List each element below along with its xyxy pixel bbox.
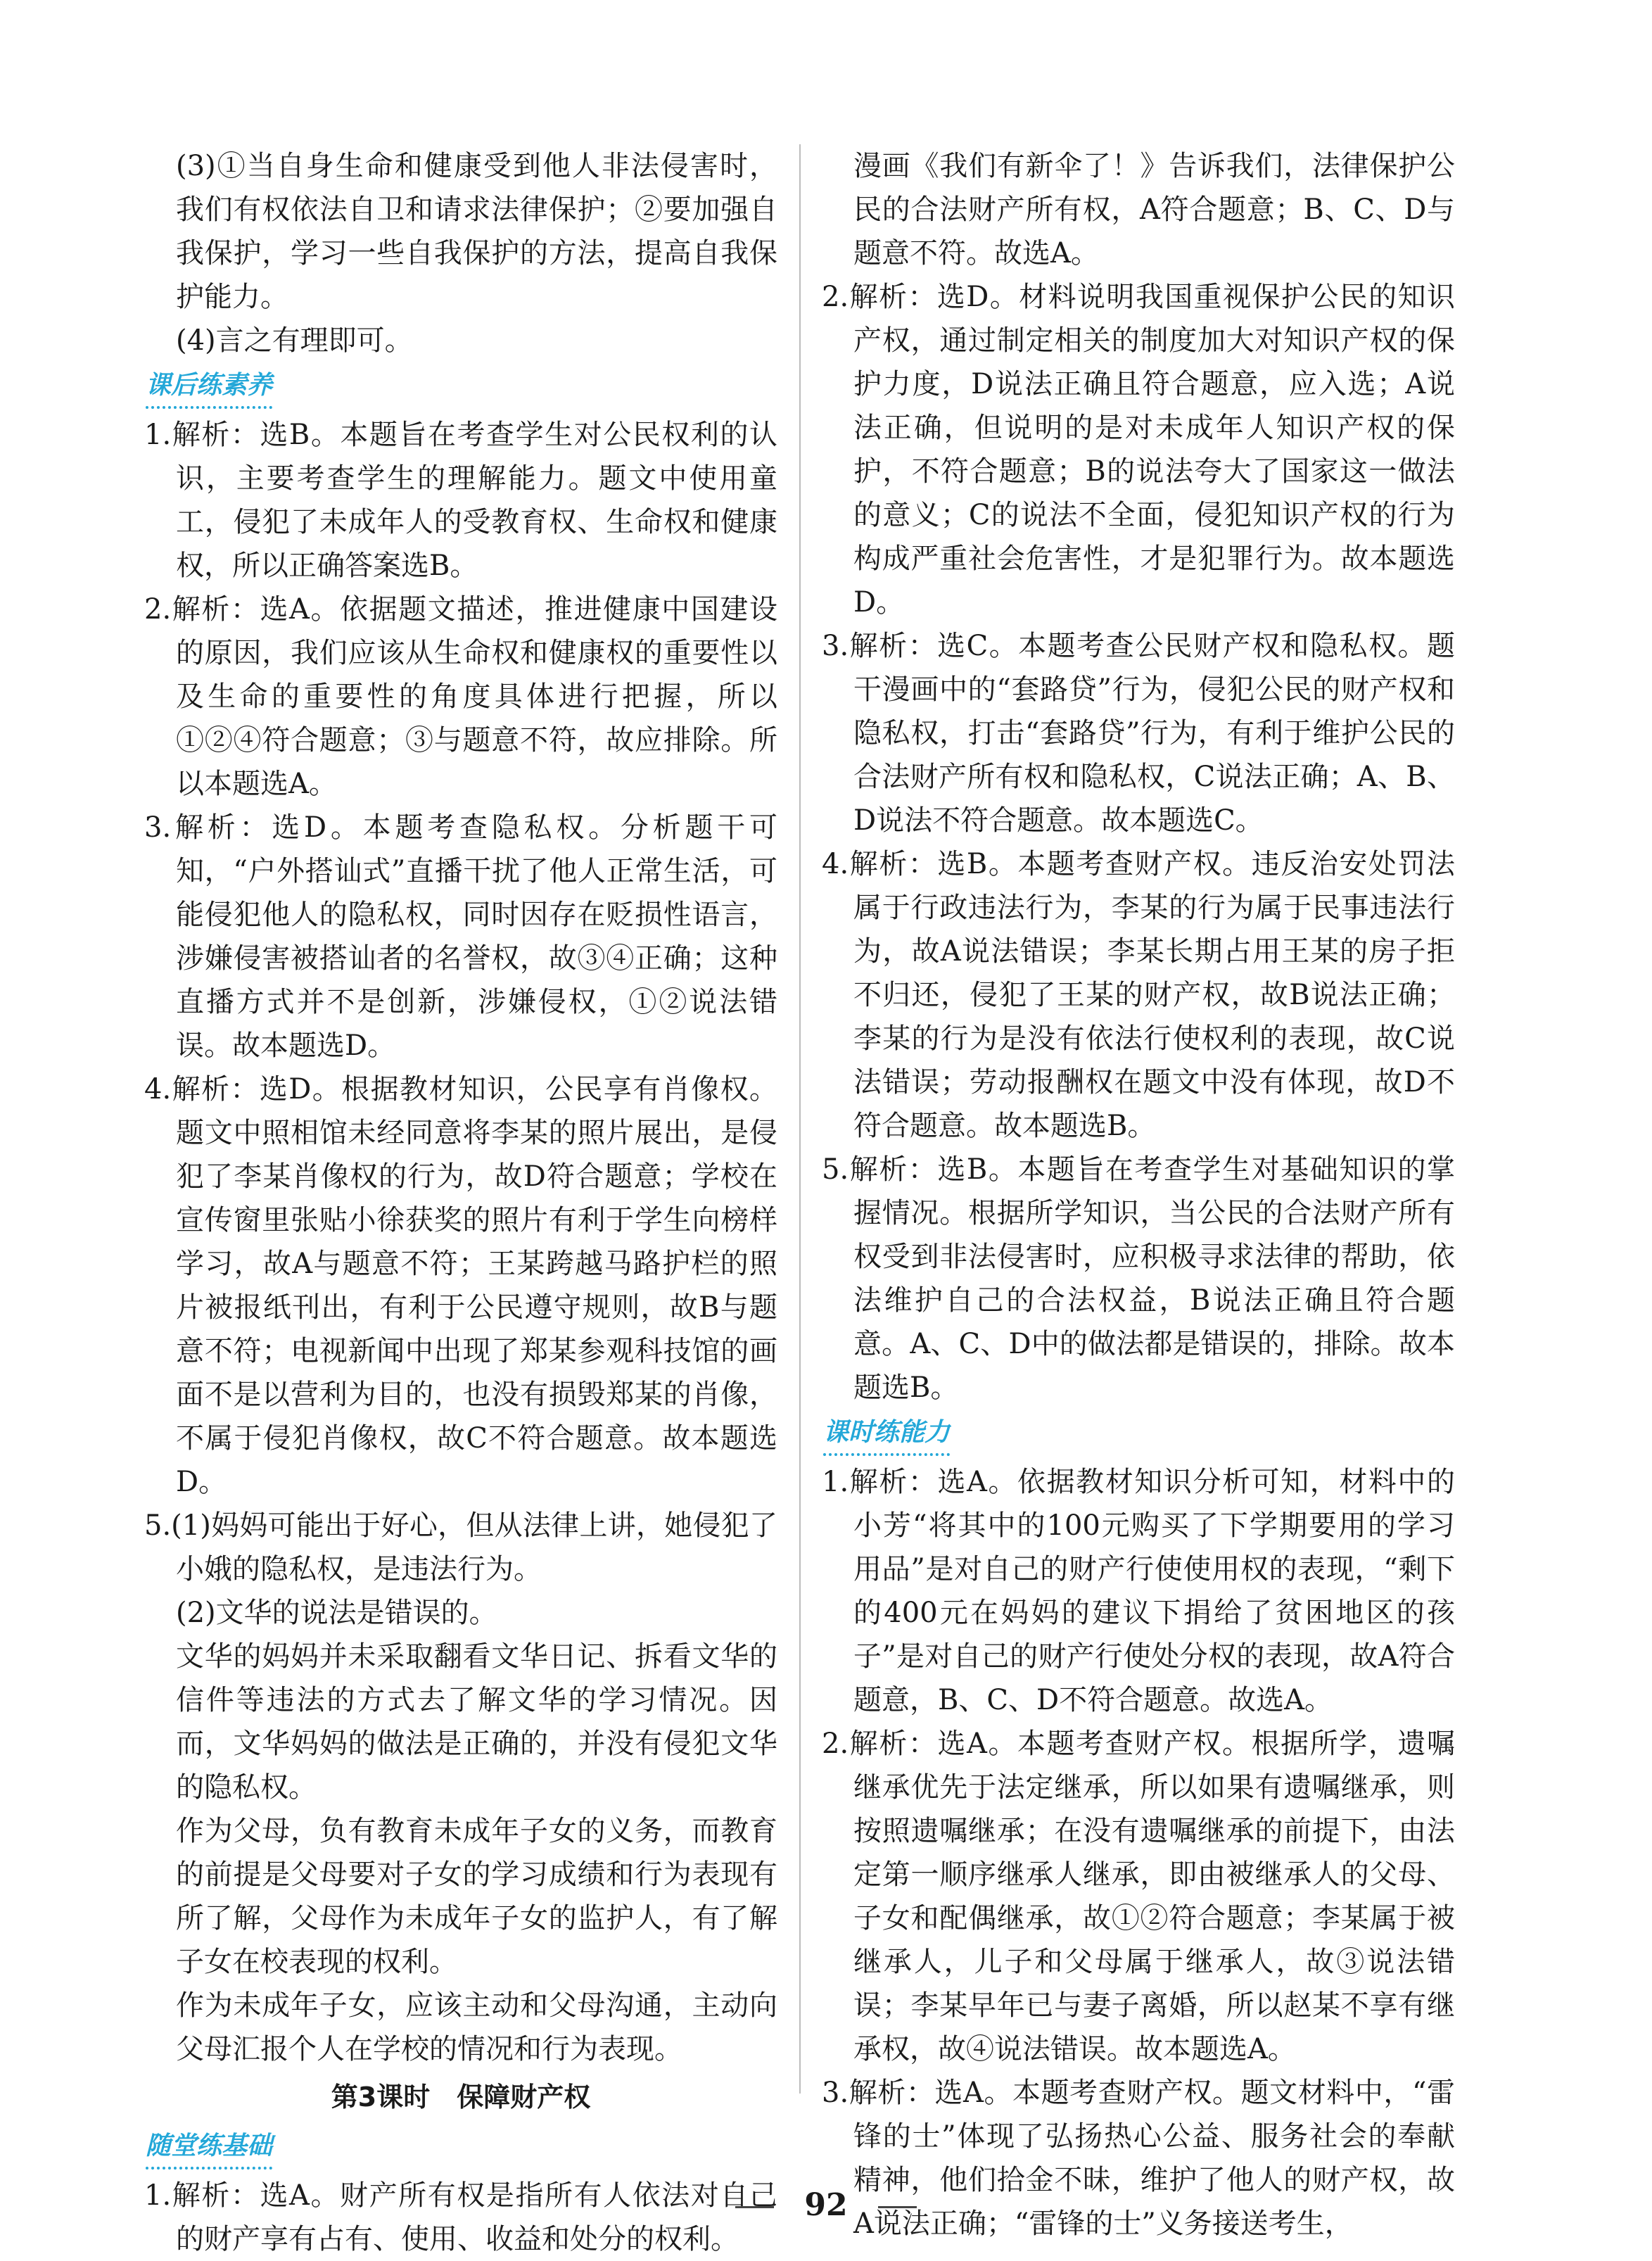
answer-item: 4.解析：选B。本题考查财产权。违反治安处罚法属于行政违法行为，李某的行为属于民事违法行为，故A说法错误；李某长期占用王某的房子拒不归还，侵犯了王某的财产权，故B说法正确；李某的行为是没有依法行使权利的表现，故C说法错误；劳动报酬权在题文中没有体现，故D不符合题意。故本题选B。 [822,848,1455,1142]
answer-item: 1.解析：选B。本题旨在考查学生对公民权利的认识，主要考查学生的理解能力。题文中使用童工，侵犯了未成年人的受教育权、生命权和健康权，所以正确答案选B。 [144,419,777,582]
answer-paragraph: 作为未成年子女，应该主动和父母沟通，主动向父母汇报个人在学校的情况和行为表现。 [176,1989,777,2065]
answer-item: 5.解析：选B。本题旨在考查学生对基础知识的掌握情况。根据所学知识，当公民的合法财产所有权受到非法侵害时，应积极寻求法律的帮助，依法维护自己的合法权益，B说法正确且符合题意。A、C、D中的做法都是错误的，排除。故本题选B。 [822,1153,1455,1404]
answer-item: 1.解析：选A。依据教材知识分析可知，材料中的小芳“将其中的100元购买了下学期要用的学习用品”是对自己的财产行使使用权的表现，“剩下的400元在妈妈的建议下捐给了贫困地区的孩子”是对自己的财产行使处分权的表现，故A符合题意，B、C、D不符合题意。故选A。 [822,1466,1455,1716]
answer-paragraph: 作为父母，负有教育未成年子女的义务，而教育的前提是父母要对子女的学习成绩和行为表现有所了解，父母作为未成年子女的监护人，有了解子女在校表现的权利。 [176,1815,777,1978]
answer-item: 4.解析：选D。根据教材知识，公民享有肖像权。题文中照相馆未经同意将李某的照片展出，是侵犯了李某肖像权的行为，故D符合题意；学校在宣传窗里张贴小徐获奖的照片有利于学生向榜样学习，故A与题意不符；王某跨越马路护栏的照片被报纸刊出，有利于公民遵守规则，故B与题意不符；电视新闻中出现了郑某参观科技馆的画面不是以营利为目的，也没有损毁郑某的肖像，不属于侵犯肖像权，故C不符合题意。故本题选D。 [144,1073,777,1498]
answer-item: 2.解析：选A。依据题文描述，推进健康中国建设的原因，我们应该从生命权和健康权的重要性以及生命的重要性的角度具体进行把握，所以①②④符合题意；③与题意不符，故应排除。所以本题选A。 [144,593,777,800]
footer-dash [735,2206,774,2208]
section-heading: 课后练素养 [146,365,272,409]
page-number: 92 [804,2187,848,2223]
answer-item: 1.解析：选A。财产所有权是指所有人依法对自己的财产享有占有、使用、收益和处分的权利。 [144,2179,777,2255]
lesson-title: 第3课时 保障财产权 [331,2082,591,2113]
answer-item: 2.解析：选A。本题考查财产权。根据所学，遗嘱继承优先于法定继承，所以如果有遗嘱继承，则按照遗嘱继承；在没有遗嘱继承的前提下，由法定第一顺序继承人继承，即由被继承人的父母、子女和配偶继承，故①②符合题意；李某属于被继承人，儿子和父母属于继承人，故③说法错误；李某早年已与妻子离婚，所以赵某不享有继承权，故④说法错误。故本题选A。 [822,1728,1455,2065]
footer-dash [878,2206,917,2208]
answer-item: 3.解析：选C。本题考查公民财产权和隐私权。题干漫画中的“套路贷”行为，侵犯公民的财产权和隐私权，打击“套路贷”行为，有利于维护公民的合法财产所有权和隐私权，C说法正确；A、B、D说法不符合题意。故本题选C。 [822,630,1455,837]
answer-item: 2.解析：选D。材料说明我国重视保护公民的知识产权，通过制定相关的制度加大对知识产权的保护力度，D说法正确且符合题意，应入选；A说法正确，但说明的是对未成年人知识产权的保护，不符合题意；B的说法夸大了国家这一做法的意义；C的说法不全面，侵犯知识产权的行为构成严重社会危害性，才是犯罪行为。故本题选D。 [822,281,1455,619]
answer-item: 3.解析：选A。本题考查财产权。题文材料中，“雷锋的士”体现了弘扬热心公益、服务社会的奉献精神，他们拾金不昧，维护了他人的财产权，故A说法正确；“雷锋的士”义务接送考生， [822,2077,1455,2240]
answer-paragraph: (3)①当自身生命和健康受到他人非法侵害时，我们有权依法自卫和请求法律保护；②要加强自我保护，学习一些自我保护的方法，提高自我保护能力。 [176,150,777,313]
page-footer [0,2187,1652,2223]
section-heading: 课时练能力 [823,1412,950,1456]
answer-paragraph: 漫画《我们有新伞了！》告诉我们，法律保护公民的合法财产所有权，A符合题意；B、C、D与题意不符。故选A。 [853,150,1455,270]
column-divider [799,144,801,2094]
answer-paragraph: (2)文华的说法是错误的。 [176,1597,497,1629]
right-column [822,144,1455,2246]
answer-item: 3.解析：选D。本题考查隐私权。分析题干可知，“户外搭讪式”直播干扰了他人正常生活，可能侵犯他人的隐私权，同时因存在贬损性语言，涉嫌侵害被搭讪者的名誉权，故③④正确；这种直播方式并不是创新，涉嫌侵权，①②说法错误。故本题选D。 [144,811,777,1062]
answer-paragraph: (4)言之有理即可。 [176,324,413,357]
answer-paragraph: 文华的妈妈并未采取翻看文华日记、拆看文华的信件等违法的方式去了解文华的学习情况。因而，文华妈妈的做法是正确的，并没有侵犯文华的隐私权。 [176,1640,777,1804]
section-heading: 随堂练基础 [146,2126,272,2170]
left-column [144,144,777,2261]
answer-item: 5.(1)妈妈可能出于好心，但从法律上讲，她侵犯了小娥的隐私权，是违法行为。 [144,1509,777,1585]
